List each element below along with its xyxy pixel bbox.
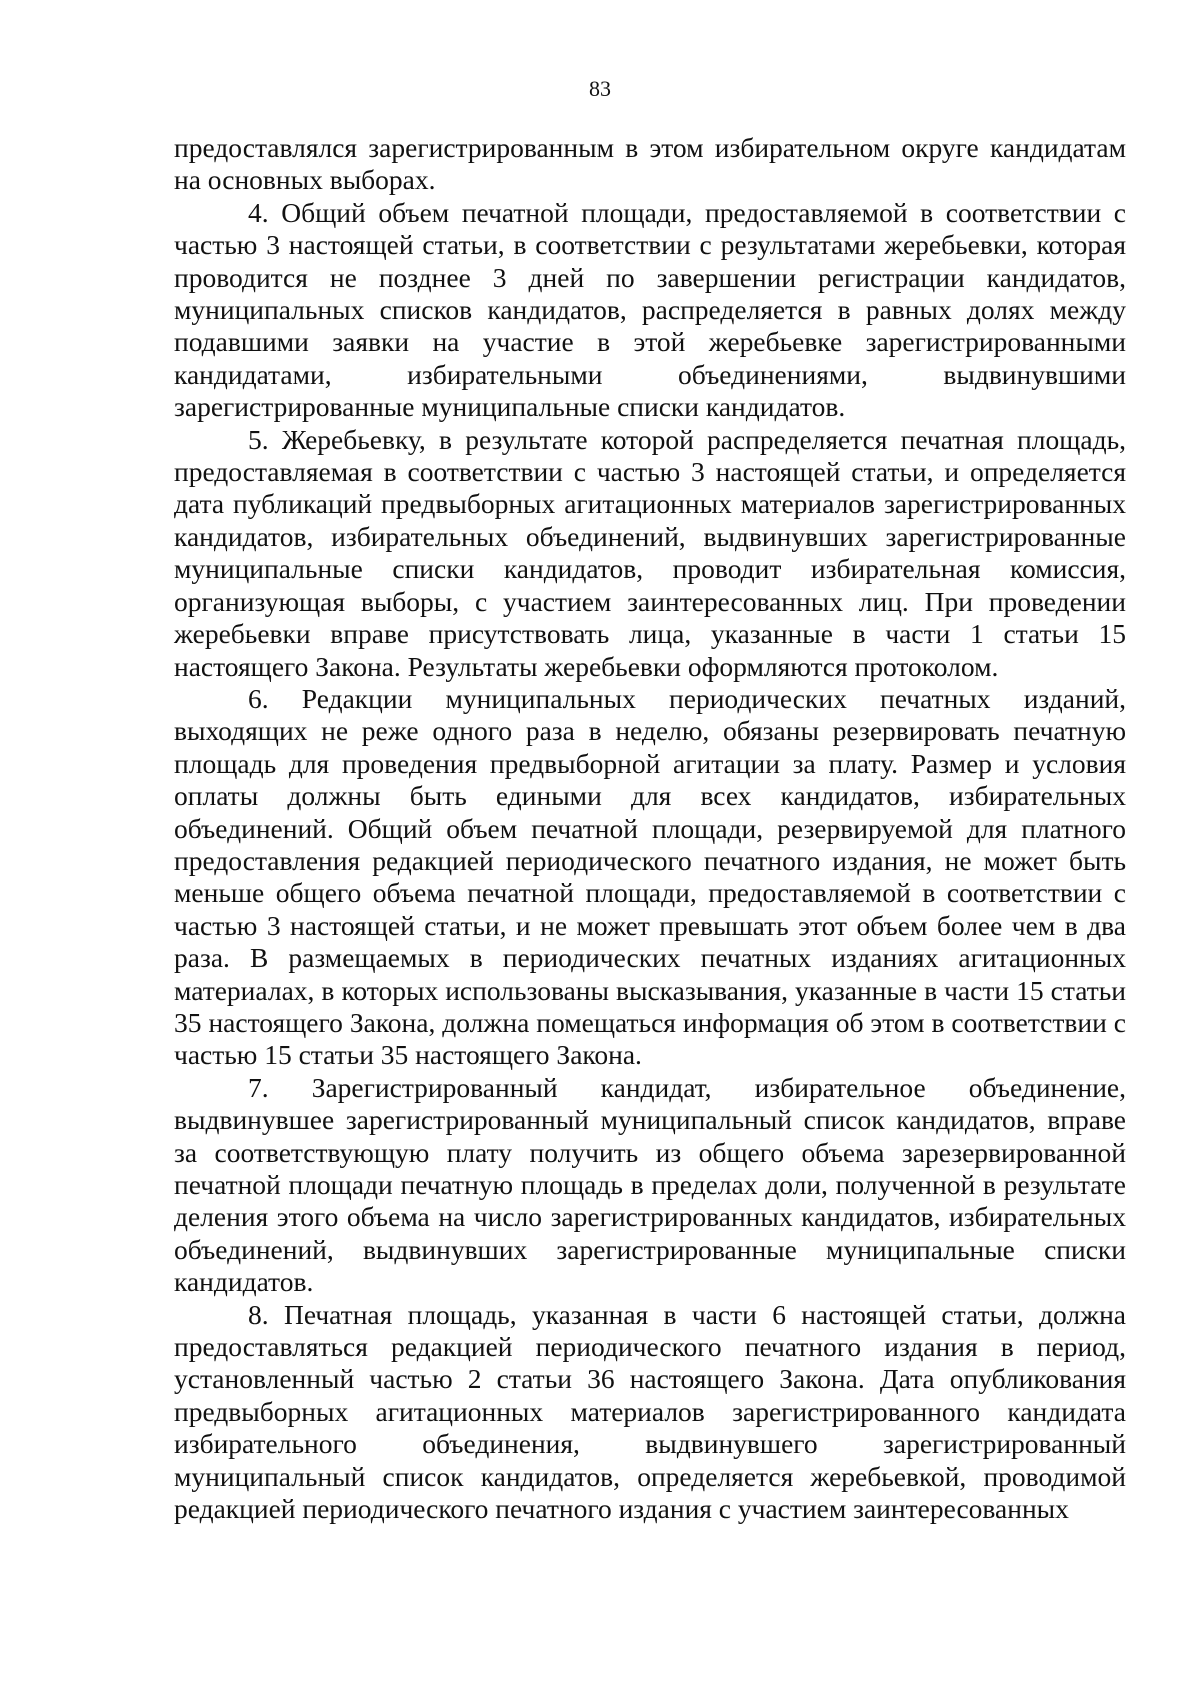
page-number: 83 <box>589 76 611 101</box>
paragraph-5: 5. Жеребьевку, в результате которой распределяется печатная площадь, предоставляемая в соответствии с частью 3 настоящей статьи, и определяется дата публикаций предвыборных агитационных материалов зарегистрированных кандидатов, избирательных объединений, выдвинувших зарегистрированные муниципальные списки кандидатов, проводит избирательная комиссия, организующая выборы, с участием заинтересованных лиц. При проведении жеребьевки вправе присутствовать лица, указанные в части 1 статьи 15 настоящего Закона. Результаты жеребьевки оформляются протоколом. <box>174 423 1126 682</box>
paragraph-7: 7. Зарегистрированный кандидат, избирательное объединение, выдвинувшее зарегистрированный муниципальный список кандидатов, вправе за соответствующую плату получить из общего объема зарезервированной печатной площади печатную площадь в пределах доли, полученной в результате деления этого объема на число зарегистрированных кандидатов, избирательных объединений, выдвинувших зарегистрированные муниципальные списки кандидатов. <box>174 1071 1126 1298</box>
paragraph-6: 6. Редакции муниципальных периодических печатных изданий, выходящих не реже одного раза в неделю, обязаны резервировать печатную площадь для проведения предвыборной агитации за плату. Размер и условия оплаты должны быть едиными для всех кандидатов, избирательных объединений. Общий объем печатной площади, резервируемой для платного предоставления редакцией периодического печатного издания, не может быть меньше общего объема печатной площади, предоставляемой в соответствии с частью 3 настоящей статьи, и не может превышать этот объем более чем в два раза. В размещаемых в периодических печатных изданиях агитационных материалах, в которых использованы высказывания, указанные в части 15 статьи 35 настоящего Закона, должна помещаться информация об этом в соответствии с частью 15 статьи 35 настоящего Закона. <box>174 682 1126 1071</box>
paragraph-continuation: предоставлялся зарегистрированным в этом избирательном округе кандидатам на основных выборах. <box>174 132 1126 196</box>
paragraph-8: 8. Печатная площадь, указанная в части 6 настоящей статьи, должна предоставляться редакцией периодического печатного издания в период, установленный частью 2 статьи 36 настоящего Закона. Дата опубликования предвыборных агитационных материалов зарегистрированного кандидата избирательного объединения, выдвинувшего зарегистрированный муниципальный список кандидатов, определяется жеребьевкой, проводимой редакцией периодического печатного издания с участием заинтересованных <box>174 1298 1126 1525</box>
paragraph-4: 4. Общий объем печатной площади, предоставляемой в соответствии с частью 3 настоящей статьи, в соответствии с результатами жеребьевки, которая проводится не позднее 3 дней по завершении регистрации кандидатов, муниципальных списков кандидатов, распределяется в равных долях между подавшими заявки на участие в этой жеребьевке зарегистрированными кандидатами, избирательными объединениями, выдвинувшими зарегистрированные муниципальные списки кандидатов. <box>174 196 1126 423</box>
document-body <box>174 132 1126 1525</box>
